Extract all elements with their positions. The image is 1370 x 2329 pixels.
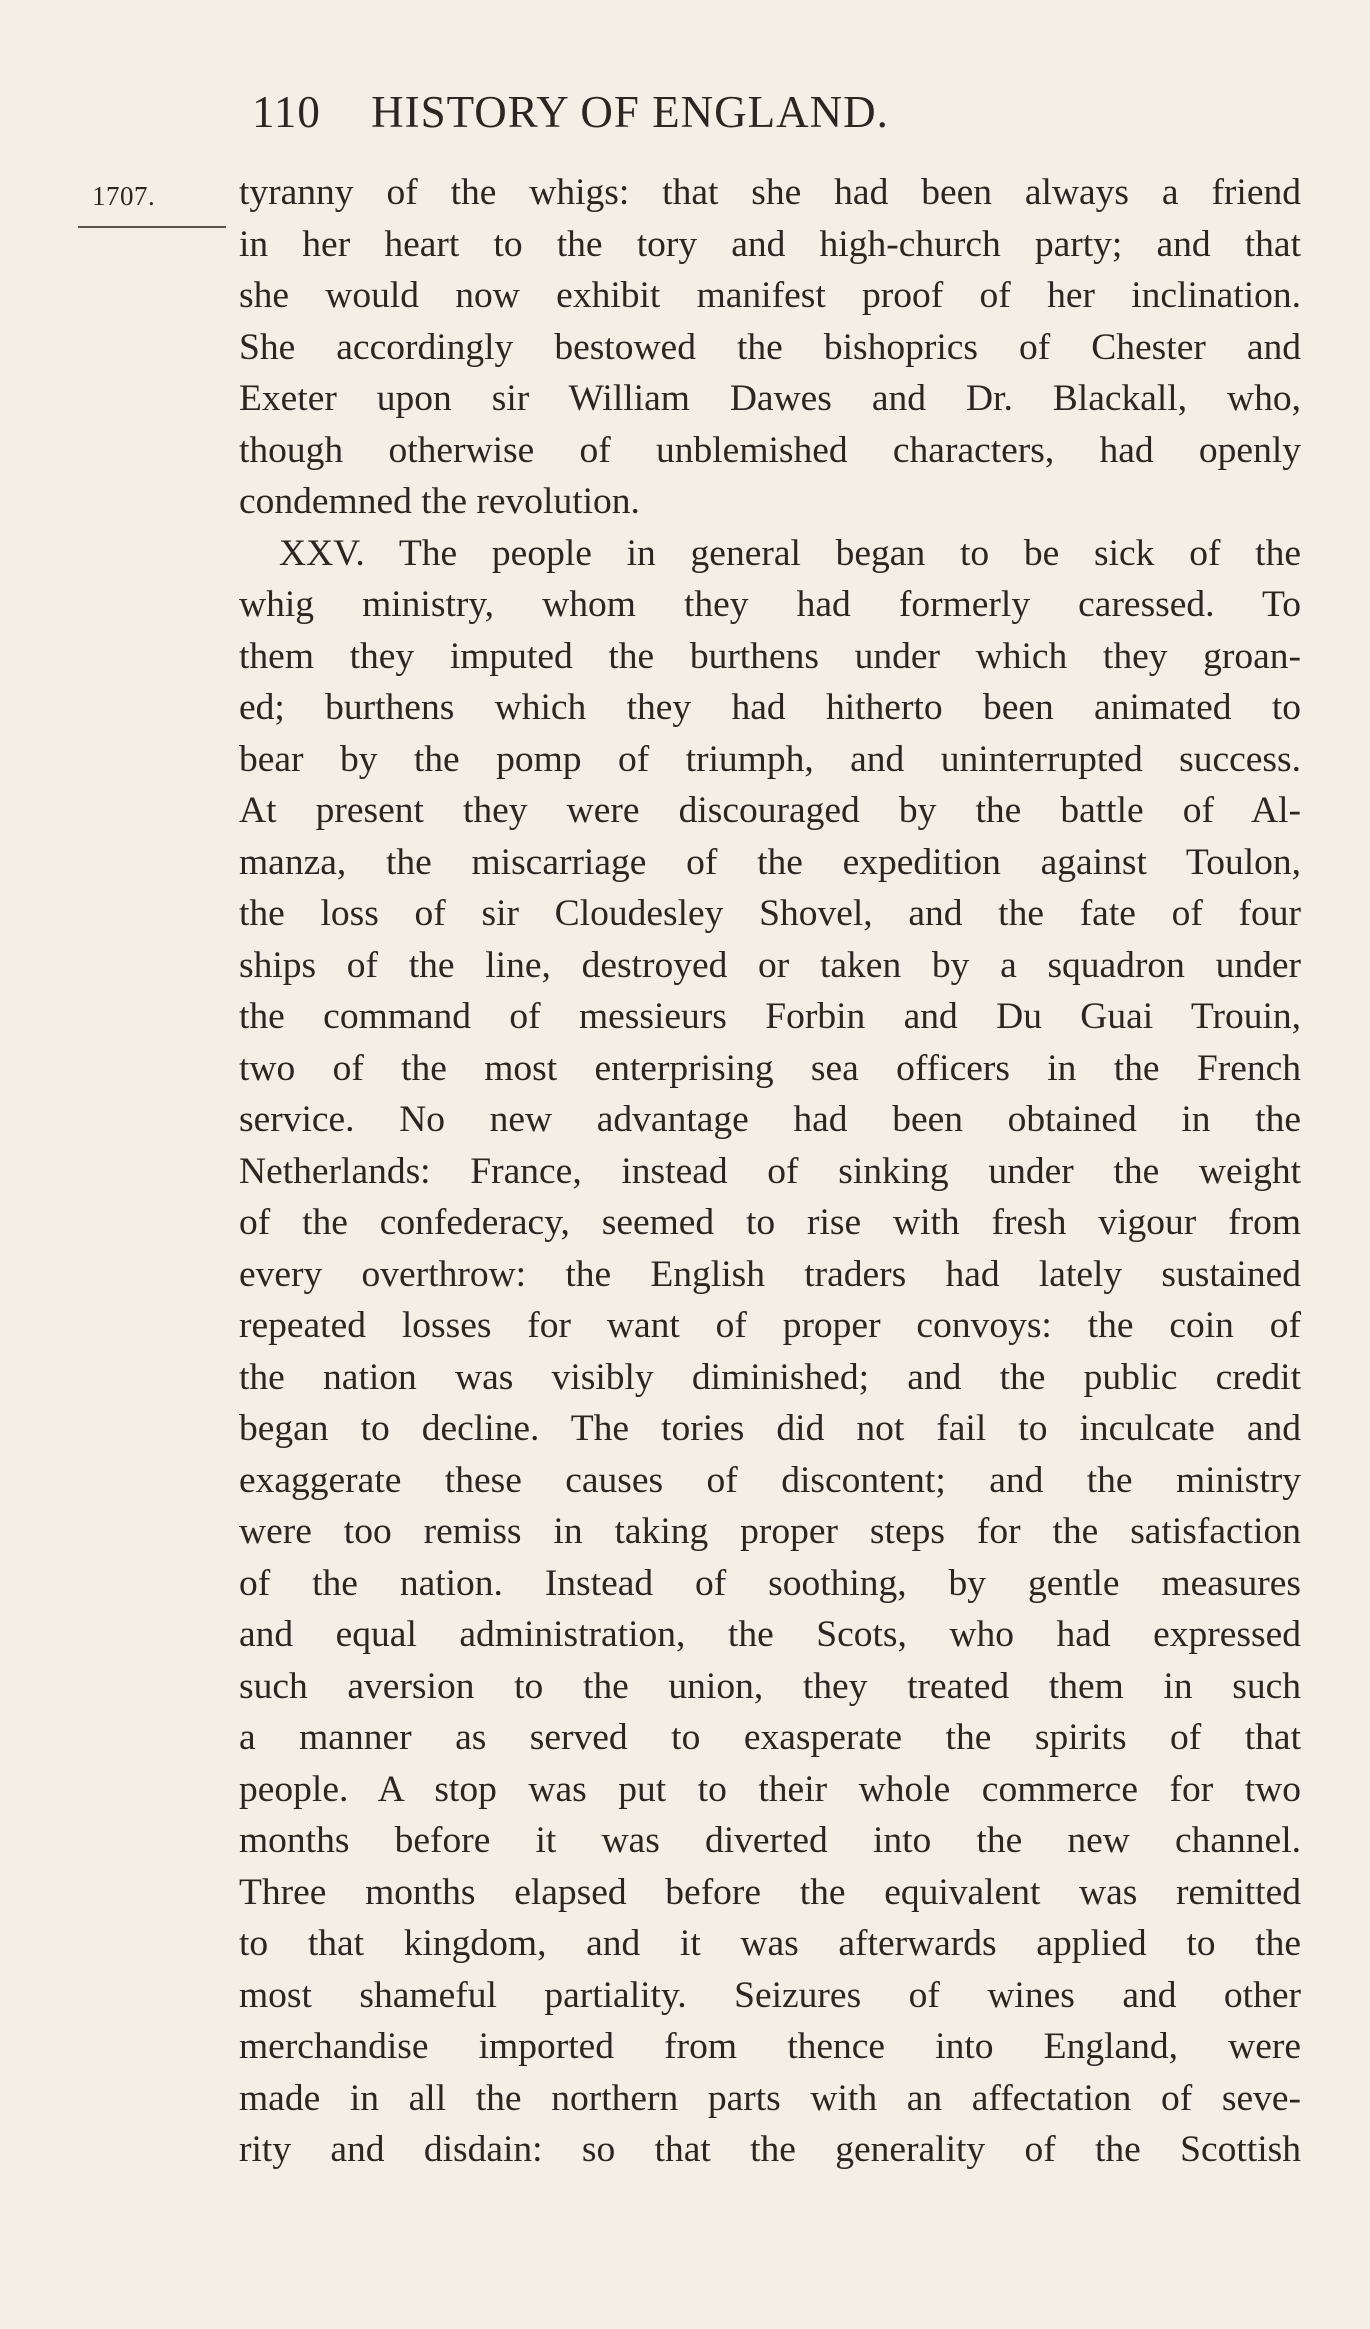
- text-line: XXV. The people in general began to be sick of the: [279, 532, 1301, 574]
- text-line: every overthrow: the English traders had lately sustained: [239, 1253, 1301, 1295]
- text-line: to that kingdom, and it was afterwards applied to the: [239, 1923, 1301, 1964]
- text-line: rity and disdain: so that the generality of the Scottish: [239, 2129, 1301, 2170]
- text-line: were too remiss in taking proper steps for the satisfaction: [239, 1511, 1301, 1552]
- text-line: ed; burthens which they had hitherto been animated to: [239, 687, 1301, 728]
- text-line: made in all the northern parts with an affectation of seve-: [239, 2077, 1301, 2119]
- text-line: ships of the line, destroyed or taken by a squadron under: [239, 944, 1301, 986]
- text-line: people. A stop was put to their whole commerce for two: [239, 1768, 1301, 1810]
- text-line: exaggerate these causes of discontent; and the ministry: [239, 1459, 1301, 1501]
- text-line: of the confederacy, seemed to rise with fresh vigour from: [239, 1202, 1301, 1243]
- text-line: merchandise imported from thence into England, were: [239, 2026, 1301, 2067]
- text-line: most shameful partiality. Seizures of wines and other: [239, 1974, 1301, 2016]
- text-line: such aversion to the union, they treated them in such: [239, 1665, 1301, 1707]
- text-line: Three months elapsed before the equivalent was remitted: [239, 1871, 1301, 1913]
- margin-rule: [78, 226, 226, 228]
- text-line: At present they were discouraged by the battle of Al-: [239, 790, 1301, 831]
- margin-year: 1707.: [92, 181, 156, 211]
- text-line: repeated losses for want of proper convoys: the coin of: [239, 1305, 1301, 1346]
- text-line: service. No new advantage had been obtained in the: [239, 1099, 1301, 1140]
- text-line: whig ministry, whom they had formerly caressed. To: [239, 584, 1301, 625]
- text-line: of the nation. Instead of soothing, by gentle measures: [239, 1562, 1301, 1604]
- text-line: manza, the miscarriage of the expedition against Toulon,: [239, 841, 1301, 883]
- running-title: HISTORY OF ENGLAND.: [371, 87, 889, 137]
- text-line: the nation was visibly diminished; and the public credit: [239, 1356, 1301, 1398]
- text-line: in her heart to the tory and high-church party; and that: [239, 223, 1301, 265]
- text-line: bear by the pomp of triumph, and uninterrupted success.: [239, 738, 1301, 780]
- running-header: [252, 86, 889, 138]
- text-line: Netherlands: France, instead of sinking under the weight: [239, 1150, 1301, 1192]
- text-line: tyranny of the whigs: that she had been always a friend: [239, 172, 1301, 213]
- text-line: a manner as served to exasperate the spirits of that: [239, 1717, 1301, 1758]
- text-line: them they imputed the burthens under which they groan-: [239, 635, 1301, 677]
- text-line: the command of messieurs Forbin and Du Guai Trouin,: [239, 996, 1301, 1037]
- text-line: the loss of sir Cloudesley Shovel, and the fate of four: [239, 893, 1301, 934]
- text-line: began to decline. The tories did not fail to inculcate and: [239, 1408, 1301, 1449]
- text-line: she would now exhibit manifest proof of her inclination.: [239, 275, 1301, 316]
- text-line: She accordingly bestowed the bishoprics of Chester and: [239, 326, 1301, 368]
- text-line: two of the most enterprising sea officers in the French: [239, 1047, 1301, 1089]
- text-line: Exeter upon sir William Dawes and Dr. Blackall, who,: [239, 378, 1301, 419]
- body-text: [239, 167, 1301, 2176]
- page-number: 110: [252, 87, 321, 137]
- text-line: though otherwise of unblemished characters, had openly: [239, 429, 1301, 471]
- text-line: condemned the revolution.: [239, 481, 640, 522]
- text-line: months before it was diverted into the new channel.: [239, 1820, 1301, 1861]
- text-line: and equal administration, the Scots, who had expressed: [239, 1614, 1301, 1655]
